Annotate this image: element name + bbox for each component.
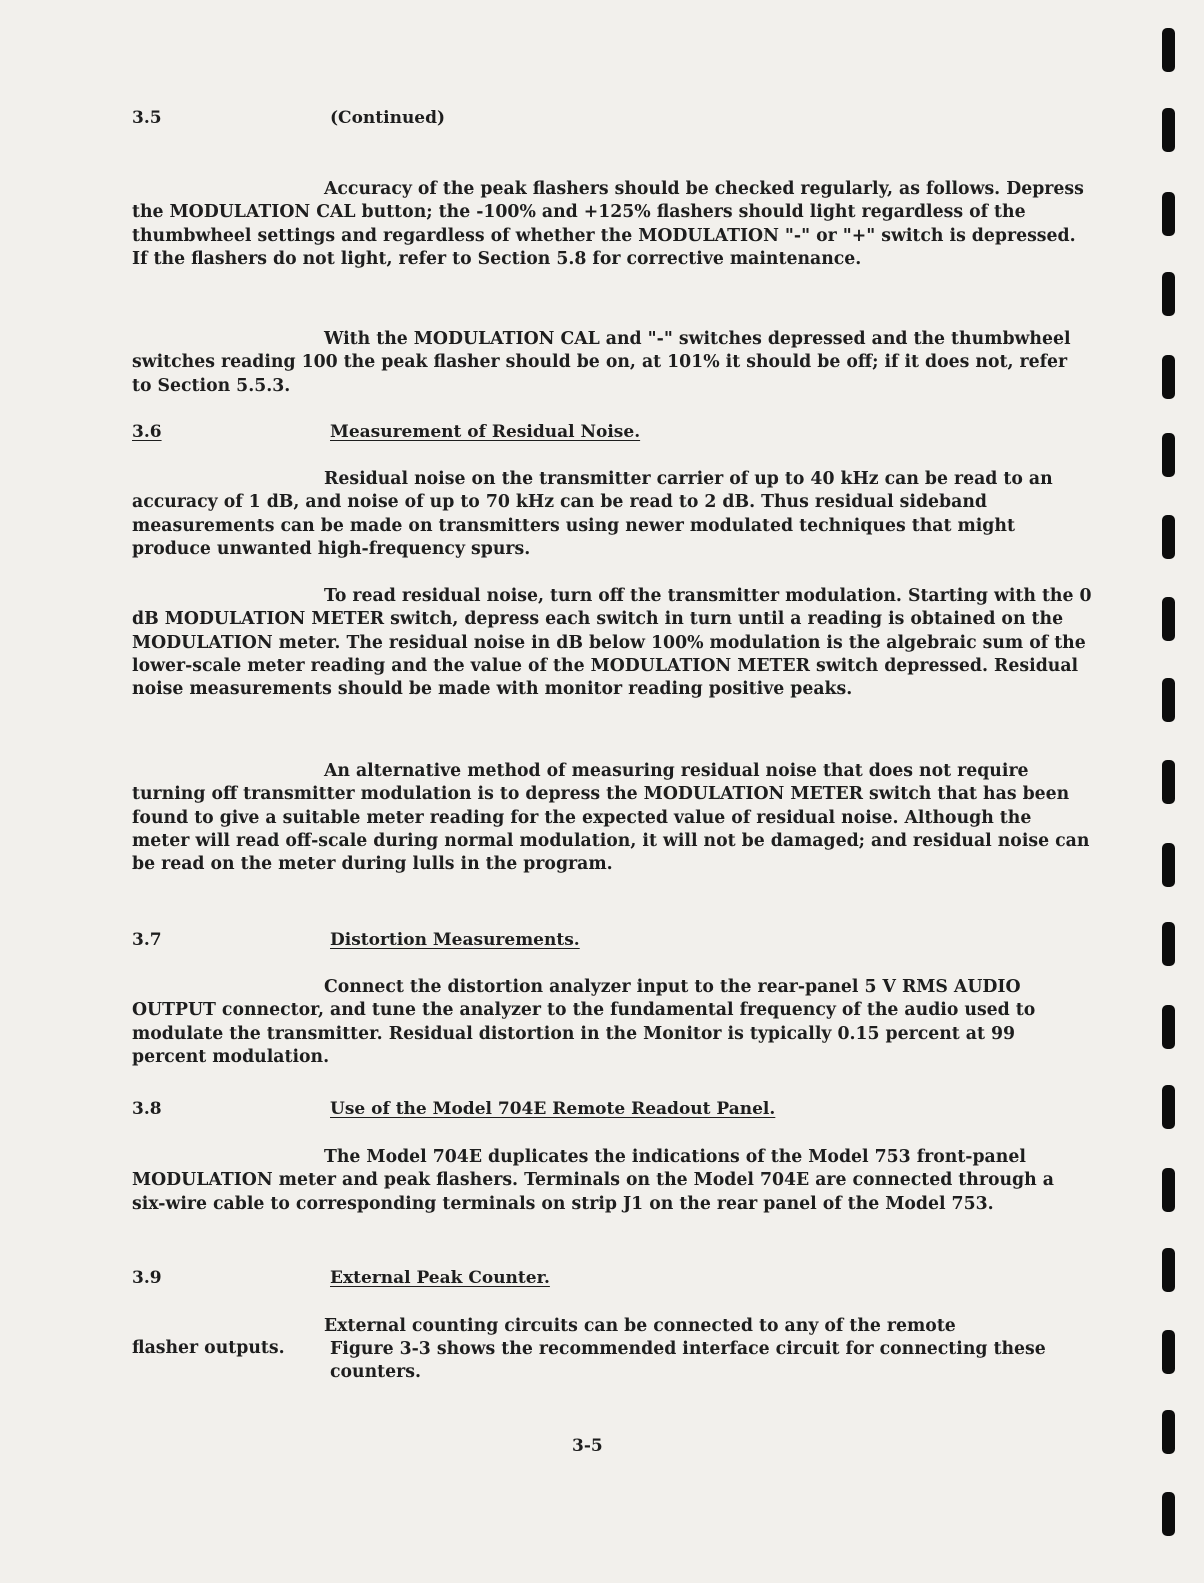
binding-hole bbox=[1162, 1248, 1175, 1292]
binding-hole bbox=[1162, 1085, 1175, 1129]
paragraph-remote-readout: The Model 704E duplicates the indications of the Model 753 front-panel MODULATION meter and peak flashers. Terminals on the Model 704E are connected through a six-wire cable to corresponding terminals on strip J1 on the rear panel of the Model 753. bbox=[132, 1147, 1054, 1214]
paragraph-read-residual-noise: To read residual noise, turn off the transmitter modulation. Starting with the 0 dB MODULATION METER switch, depress each switch in turn until a reading is obtained on the MODULATION meter. The residual noise in dB below 100% modulation is the algebraic sum of the lower-scale meter reading and the value of the MODULATION METER switch depressed. Residual noise measurements should be made with monitor reading positive peaks. bbox=[132, 586, 1092, 700]
binding-hole bbox=[1162, 1005, 1175, 1049]
binding-hole bbox=[1162, 28, 1175, 72]
paragraph-peak-counter-rest: Figure 3-3 shows the recommended interface circuit for connecting these counters. bbox=[330, 1339, 1046, 1383]
binding-hole bbox=[1162, 192, 1175, 236]
paragraph-peak-counter-line1: External counting circuits can be connected to any of the remote bbox=[324, 1316, 956, 1336]
paragraph-cal-check: With the MODULATION CAL and "-" switches depressed and the thumbwheel switches reading 100 the peak flasher should be on, at 101% it should be off; if it does not, refer to Section 5.5.3. bbox=[132, 329, 1071, 396]
binding-hole bbox=[1162, 760, 1175, 804]
binding-hole bbox=[1162, 1492, 1175, 1536]
section-number-continued: 3.5 bbox=[132, 108, 162, 128]
section-title-residual-noise: Measurement of Residual Noise. bbox=[330, 422, 641, 442]
section-number-3-9: 3.9 bbox=[132, 1268, 162, 1288]
binding-hole bbox=[1162, 515, 1175, 559]
paragraph-peak-counter-lead: flasher outputs. bbox=[132, 1338, 285, 1358]
section-title-distortion: Distortion Measurements. bbox=[330, 930, 580, 950]
section-title-remote-readout: Use of the Model 704E Remote Readout Panel. bbox=[330, 1099, 776, 1119]
paragraph-peak-flasher-accuracy: Accuracy of the peak flashers should be checked regularly, as follows. Depress the MODULATION CAL button; the -100% and +125% flashers should light regardless of the thumbwheel settings and regardless of whether the MODULATION "-" or "+" switch is depressed. If the flashers do not light, refer to Section 5.8 for corrective maintenance. bbox=[132, 179, 1084, 269]
binding-hole bbox=[1162, 1168, 1175, 1212]
binding-hole bbox=[1162, 678, 1175, 722]
binding-hole bbox=[1162, 1410, 1175, 1454]
section-number-3-6: 3.6 bbox=[132, 422, 162, 442]
continued-label: (Continued) bbox=[330, 108, 446, 128]
page-number: 3-5 bbox=[572, 1436, 603, 1456]
binding-hole bbox=[1162, 272, 1175, 316]
paragraph-distortion: Connect the distortion analyzer input to the rear-panel 5 V RMS AUDIO OUTPUT connector, and tune the analyzer to the fundamental frequency of the audio used to modulate the transmitter. Residual distortion in the Monitor is typically 0.15 percent at 99 percent modulation. bbox=[132, 977, 1036, 1067]
binding-hole bbox=[1162, 843, 1175, 887]
section-title-peak-counter: External Peak Counter. bbox=[330, 1268, 550, 1288]
binding-hole bbox=[1162, 1330, 1175, 1374]
paragraph-alternative-method: An alternative method of measuring residual noise that does not require turning off transmitter modulation is to depress the MODULATION METER switch that has been found to give a suitable meter reading for the expected value of residual noise. Although the meter will read off-scale during normal modulation, it will not be damaged; and residual noise can be read on the meter during lulls in the program. bbox=[132, 761, 1090, 875]
binding-hole bbox=[1162, 108, 1175, 152]
binding-hole bbox=[1162, 355, 1175, 399]
binding-hole bbox=[1162, 922, 1175, 966]
section-number-3-7: 3.7 bbox=[132, 930, 162, 950]
binding-hole bbox=[1162, 597, 1175, 641]
binding-hole bbox=[1162, 433, 1175, 477]
paragraph-residual-noise-intro: Residual noise on the transmitter carrier of up to 40 kHz can be read to an accuracy of 1 dB, and noise of up to 70 kHz can be read to 2 dB. Thus residual sideband measurements can be made on transmitters using newer modulated techniques that might produce unwanted high-frequency spurs. bbox=[132, 469, 1053, 559]
section-number-3-8: 3.8 bbox=[132, 1099, 162, 1119]
